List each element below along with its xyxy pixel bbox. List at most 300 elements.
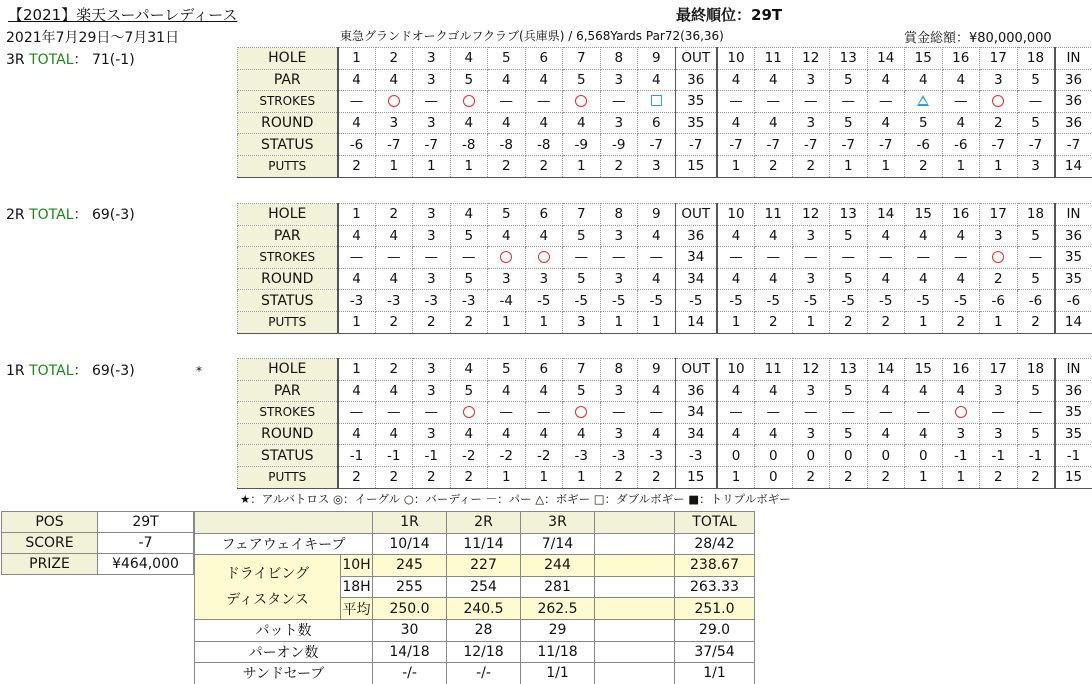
stat-cell: 29.0 xyxy=(675,619,755,641)
strokes-cell: — xyxy=(413,91,451,113)
score-mark-circle xyxy=(488,247,526,269)
fairway-label: フェアウェイキープ xyxy=(195,533,373,555)
par-cell: 3 xyxy=(600,380,638,402)
putts-cell: 1 xyxy=(488,311,526,333)
par-cell: 4 xyxy=(488,225,526,247)
status-cell: -7 xyxy=(1017,134,1055,156)
status-cell: -6 xyxy=(1017,290,1055,312)
strokes-row-label: STROKES xyxy=(238,402,338,424)
scorecard-row-par xyxy=(238,225,1092,247)
round-cell: 3 xyxy=(600,423,638,445)
course-info: 東急グランドオークゴルフクラブ(兵庫県) / 6,568Yards Par72(36,36) xyxy=(340,29,724,43)
par-cell: 5 xyxy=(1017,380,1055,402)
birdie-mark-icon xyxy=(955,406,967,418)
strokes-cell: — xyxy=(375,247,413,269)
status-cell: -5 xyxy=(675,290,717,312)
putts-cell: 1 xyxy=(717,155,755,177)
status-cell: -3 xyxy=(563,445,601,467)
putts-cell: 2 xyxy=(413,311,451,333)
score-mark-circle xyxy=(375,91,413,113)
hole-cell: IN xyxy=(1055,359,1092,381)
round-cell: 3 xyxy=(488,268,526,290)
round-row-label: ROUND xyxy=(238,268,338,290)
strokes-cell: — xyxy=(375,402,413,424)
round-cell: 3 xyxy=(792,423,830,445)
stat-cell xyxy=(595,576,675,598)
round-score: 69(-3) xyxy=(91,363,135,379)
scorecard-1r xyxy=(237,358,1092,489)
status-cell: -6 xyxy=(980,290,1018,312)
status-cell: -5 xyxy=(717,290,755,312)
round-cell: 2 xyxy=(980,268,1018,290)
scorecard-row-status xyxy=(238,290,1092,312)
status-cell: -5 xyxy=(792,290,830,312)
stats-header-4r xyxy=(595,512,675,534)
round-cell: 3 xyxy=(792,268,830,290)
round-cell: 5 xyxy=(830,423,868,445)
round-3-total: 3R TOTAL： 71(-1) xyxy=(6,52,135,68)
putts-cell: 1 xyxy=(980,155,1018,177)
birdie-mark-icon xyxy=(463,95,475,107)
putts-cell: 2 xyxy=(905,155,943,177)
par-cell: 3 xyxy=(792,69,830,91)
round-cell: 4 xyxy=(942,268,980,290)
round-cell: 35 xyxy=(1055,268,1092,290)
scorecard-row-par xyxy=(238,69,1092,91)
sand-save-label: サンドセーブ xyxy=(195,663,373,684)
status-cell: -1 xyxy=(1017,445,1055,467)
stat-cell: 28/42 xyxy=(675,533,755,555)
stats-header-blank xyxy=(195,512,373,534)
par-cell: 4 xyxy=(525,69,563,91)
putts-cell: 1 xyxy=(600,311,638,333)
strokes-cell: — xyxy=(488,91,526,113)
stat-cell: 240.5 xyxy=(447,598,521,620)
par-cell: 4 xyxy=(717,225,755,247)
par-cell: 5 xyxy=(830,225,868,247)
putts-cell: 1 xyxy=(867,155,905,177)
hole-cell: 8 xyxy=(600,48,638,70)
putts-cell: 1 xyxy=(338,311,376,333)
par-cell: 4 xyxy=(755,380,793,402)
status-cell: -5 xyxy=(638,290,676,312)
putts-cell: 2 xyxy=(830,311,868,333)
strokes-cell: — xyxy=(830,91,868,113)
hole-cell: 17 xyxy=(980,48,1018,70)
putts-cell: 2 xyxy=(638,466,676,488)
hole-cell: 5 xyxy=(488,204,526,226)
hole-cell: 18 xyxy=(1017,48,1055,70)
status-cell: -5 xyxy=(867,290,905,312)
par-cell: 36 xyxy=(675,225,717,247)
tournament-title: 【2021】楽天スーパーレディース xyxy=(8,6,238,24)
status-cell: -6 xyxy=(942,134,980,156)
status-cell: -6 xyxy=(905,134,943,156)
avg-label: 平均 xyxy=(341,598,373,620)
bogey-mark-icon xyxy=(917,95,929,106)
status-cell: -6 xyxy=(338,134,376,156)
stat-cell: 30 xyxy=(373,619,447,641)
round-cell: 35 xyxy=(675,112,717,134)
putts-cell: 2 xyxy=(1017,311,1055,333)
round-cell: 35 xyxy=(1055,423,1092,445)
score-mark-triangle xyxy=(905,91,943,113)
par-cell: 5 xyxy=(563,225,601,247)
par-cell: 4 xyxy=(638,69,676,91)
par-cell: 5 xyxy=(450,225,488,247)
hole-cell: 8 xyxy=(600,359,638,381)
hole-cell: 5 xyxy=(488,359,526,381)
scorecard-row-status xyxy=(238,445,1092,467)
round-cell: 3 xyxy=(413,268,451,290)
par-row-label: PAR xyxy=(238,380,338,402)
scorecard-2r xyxy=(237,203,1092,334)
total-label: TOTAL xyxy=(29,52,74,68)
round-cell: 4 xyxy=(867,112,905,134)
score-mark-circle xyxy=(563,91,601,113)
strokes-cell: — xyxy=(942,247,980,269)
status-cell: -7 xyxy=(413,134,451,156)
status-row-label: STATUS xyxy=(238,445,338,467)
strokes-cell: — xyxy=(717,247,755,269)
hole-cell: 16 xyxy=(942,204,980,226)
putts-cell: 15 xyxy=(675,466,717,488)
status-cell: -5 xyxy=(755,290,793,312)
putts-cell: 1 xyxy=(525,311,563,333)
status-cell: -2 xyxy=(488,445,526,467)
hole-cell: 14 xyxy=(867,48,905,70)
hole-cell: 12 xyxy=(792,359,830,381)
par-cell: 5 xyxy=(1017,225,1055,247)
hole-cell: 13 xyxy=(830,359,868,381)
stat-cell xyxy=(595,663,675,684)
stat-cell xyxy=(595,555,675,577)
strokes-cell: — xyxy=(600,91,638,113)
status-cell: -8 xyxy=(525,134,563,156)
par-cell: 4 xyxy=(867,380,905,402)
round-cell: 4 xyxy=(450,112,488,134)
par-cell: 5 xyxy=(450,69,488,91)
putts-cell: 1 xyxy=(375,155,413,177)
scorecard-row-putts xyxy=(238,311,1092,333)
par-cell: 4 xyxy=(525,225,563,247)
hole-cell: 2 xyxy=(375,48,413,70)
par-cell: 4 xyxy=(338,69,376,91)
strokes-cell: — xyxy=(1017,247,1055,269)
round-cell: 5 xyxy=(1017,112,1055,134)
status-cell: -7 xyxy=(980,134,1018,156)
birdie-mark-icon xyxy=(538,251,550,263)
driving-label-line1: ドライビング xyxy=(225,566,310,583)
stat-cell xyxy=(595,598,675,620)
round-cell: 4 xyxy=(638,268,676,290)
strokes-cell: — xyxy=(1017,91,1055,113)
strokes-cell: — xyxy=(638,247,676,269)
status-cell: -3 xyxy=(638,445,676,467)
hole-cell: 12 xyxy=(792,48,830,70)
scorecard-row-putts xyxy=(238,466,1092,488)
status-cell: -8 xyxy=(450,134,488,156)
round-2-total: 2R TOTAL： 69(-3) xyxy=(6,207,135,223)
par-cell: 3 xyxy=(792,225,830,247)
hole-cell: 3 xyxy=(413,204,451,226)
putts-label: パット数 xyxy=(195,619,373,641)
par-cell: 3 xyxy=(600,69,638,91)
stats-header-total: TOTAL xyxy=(675,512,755,534)
strokes-cell: — xyxy=(338,247,376,269)
round-score: 69(-3) xyxy=(91,207,135,223)
par-cell: 3 xyxy=(980,225,1018,247)
stat-cell: 244 xyxy=(521,555,595,577)
hole-cell: 14 xyxy=(867,359,905,381)
putts-cell: 2 xyxy=(830,466,868,488)
hole-row-label: HOLE xyxy=(238,359,338,381)
putts-cell: 2 xyxy=(338,155,376,177)
strokes-cell: 35 xyxy=(1055,247,1092,269)
hole-cell: 4 xyxy=(450,359,488,381)
stat-cell: 250.0 xyxy=(373,598,447,620)
hole-cell: 9 xyxy=(638,48,676,70)
h18-label: 18H xyxy=(341,576,373,598)
status-cell: -2 xyxy=(525,445,563,467)
hole-cell: 2 xyxy=(375,204,413,226)
putts-cell: 3 xyxy=(638,155,676,177)
round-cell: 4 xyxy=(338,268,376,290)
hole-cell: 16 xyxy=(942,48,980,70)
scorecard-row-round xyxy=(238,268,1092,290)
par-cell: 3 xyxy=(413,69,451,91)
strokes-cell: — xyxy=(942,91,980,113)
status-cell: -4 xyxy=(488,290,526,312)
scorecard-row-putts xyxy=(238,155,1092,177)
strokes-cell: — xyxy=(867,91,905,113)
par-cell: 4 xyxy=(717,69,755,91)
strokes-row-label: STROKES xyxy=(238,91,338,113)
score-row xyxy=(2,533,194,554)
par-cell: 4 xyxy=(755,69,793,91)
round-cell: 5 xyxy=(830,112,868,134)
putts-cell: 2 xyxy=(450,466,488,488)
par-cell: 36 xyxy=(1055,380,1092,402)
hole-cell: 17 xyxy=(980,359,1018,381)
hole-cell: 4 xyxy=(450,204,488,226)
strokes-cell: — xyxy=(450,247,488,269)
round-1-total: 1R TOTAL： 69(-3) xyxy=(6,363,135,379)
strokes-cell: — xyxy=(905,402,943,424)
score-mark-circle xyxy=(450,402,488,424)
hole-row-label: HOLE xyxy=(238,48,338,70)
strokes-cell: — xyxy=(980,402,1018,424)
stat-cell: -/- xyxy=(373,663,447,684)
putts-cell: 1 xyxy=(717,466,755,488)
score-label: SCORE xyxy=(2,533,98,554)
stat-cell: 1/1 xyxy=(521,663,595,684)
strokes-cell: — xyxy=(717,91,755,113)
round-cell: 5 xyxy=(450,268,488,290)
putts-cell: 2 xyxy=(525,155,563,177)
hole-cell: 7 xyxy=(563,359,601,381)
par-cell: 4 xyxy=(867,225,905,247)
status-cell: 0 xyxy=(717,445,755,467)
hole-cell: 6 xyxy=(525,204,563,226)
hole-cell: 11 xyxy=(755,48,793,70)
par-cell: 4 xyxy=(942,69,980,91)
strokes-cell: — xyxy=(600,402,638,424)
hole-row-label: HOLE xyxy=(238,204,338,226)
scorecard-row-strokes xyxy=(238,247,1092,269)
strokes-cell: — xyxy=(338,91,376,113)
hole-cell: 17 xyxy=(980,204,1018,226)
hole-cell: 8 xyxy=(600,204,638,226)
scorecard-row-hole xyxy=(238,359,1092,381)
strokes-cell: — xyxy=(338,402,376,424)
round-cell: 4 xyxy=(867,423,905,445)
strokes-cell: — xyxy=(792,402,830,424)
status-cell: -7 xyxy=(755,134,793,156)
hole-cell: 2 xyxy=(375,359,413,381)
putts-cell: 2 xyxy=(867,466,905,488)
strokes-cell: — xyxy=(525,91,563,113)
scorecard-row-round xyxy=(238,423,1092,445)
putts-cell: 14 xyxy=(1055,155,1092,177)
round-label: 1R xyxy=(6,363,25,379)
round-cell: 4 xyxy=(525,423,563,445)
scorecard-row-strokes xyxy=(238,91,1092,113)
hole-cell: 1 xyxy=(338,359,376,381)
hole-cell: 10 xyxy=(717,359,755,381)
scorecard-row-hole xyxy=(238,204,1092,226)
hole-cell: 12 xyxy=(792,204,830,226)
stats-table xyxy=(194,511,755,684)
putts-cell: 2 xyxy=(1017,466,1055,488)
strokes-cell: — xyxy=(638,402,676,424)
status-cell: -1 xyxy=(1055,445,1092,467)
round-cell: 4 xyxy=(755,112,793,134)
par-cell: 4 xyxy=(338,380,376,402)
strokes-cell: — xyxy=(413,247,451,269)
strokes-cell: 36 xyxy=(1055,91,1092,113)
status-cell: -7 xyxy=(867,134,905,156)
status-cell: -3 xyxy=(338,290,376,312)
par-cell: 4 xyxy=(488,69,526,91)
hole-cell: 15 xyxy=(905,48,943,70)
par-row-label: PAR xyxy=(238,69,338,91)
total-label: TOTAL xyxy=(29,363,74,379)
round-cell: 5 xyxy=(830,268,868,290)
strokes-cell: 34 xyxy=(675,247,717,269)
strokes-cell: — xyxy=(830,402,868,424)
score-mark-circle xyxy=(563,402,601,424)
par-cell: 36 xyxy=(675,380,717,402)
stat-cell: 7/14 xyxy=(521,533,595,555)
stat-cell: 37/54 xyxy=(675,641,755,663)
scorecard-row-round xyxy=(238,112,1092,134)
birdie-mark-icon xyxy=(992,251,1004,263)
hole-cell: 9 xyxy=(638,204,676,226)
par-cell: 4 xyxy=(338,225,376,247)
stat-cell: 10/14 xyxy=(373,533,447,555)
status-cell: -1 xyxy=(980,445,1018,467)
putts-cell: 1 xyxy=(638,311,676,333)
strokes-cell: — xyxy=(867,247,905,269)
status-cell: -1 xyxy=(338,445,376,467)
round-cell: 4 xyxy=(375,423,413,445)
putts-cell: 3 xyxy=(563,311,601,333)
par-cell: 36 xyxy=(1055,225,1092,247)
strokes-cell: — xyxy=(755,247,793,269)
strokes-cell: — xyxy=(525,402,563,424)
hole-cell: 13 xyxy=(830,204,868,226)
driving-distance-label xyxy=(195,555,341,620)
total-label: TOTAL xyxy=(29,207,74,223)
putts-cell: 2 xyxy=(450,311,488,333)
hole-cell: 1 xyxy=(338,204,376,226)
par-cell: 4 xyxy=(905,69,943,91)
prize-value: ¥464,000 xyxy=(98,554,194,575)
score-mark-circle xyxy=(980,247,1018,269)
status-cell: -7 xyxy=(1055,134,1092,156)
round-cell: 4 xyxy=(450,423,488,445)
round-cell: 5 xyxy=(1017,423,1055,445)
status-cell: -3 xyxy=(450,290,488,312)
putts-cell: 2 xyxy=(600,466,638,488)
hole-cell: 15 xyxy=(905,359,943,381)
stat-cell: 251.0 xyxy=(675,598,755,620)
pos-value: 29T xyxy=(98,512,194,533)
par-cell: 4 xyxy=(905,225,943,247)
round-cell: 4 xyxy=(488,423,526,445)
round-cell: 4 xyxy=(563,112,601,134)
birdie-mark-icon xyxy=(575,406,587,418)
round-cell: 4 xyxy=(755,268,793,290)
prize-label: PRIZE xyxy=(2,554,98,575)
strokes-cell: — xyxy=(563,247,601,269)
par-cell: 36 xyxy=(1055,69,1092,91)
status-cell: -7 xyxy=(638,134,676,156)
stats-header-3r: 3R xyxy=(521,512,595,534)
status-cell: -5 xyxy=(942,290,980,312)
round-cell: 4 xyxy=(638,423,676,445)
h10-label: 10H xyxy=(341,555,373,577)
par-cell: 4 xyxy=(638,380,676,402)
hole-cell: 3 xyxy=(413,359,451,381)
putts-cell: 2 xyxy=(867,311,905,333)
putts-cell: 1 xyxy=(942,155,980,177)
status-cell: -3 xyxy=(375,290,413,312)
score-legend: ★：アルバトロス ◎：イーグル ○：バーディー －：パー △：ボギー □：ダブルボギー ■：トリプルボギー xyxy=(240,492,791,506)
strokes-cell: 34 xyxy=(675,402,717,424)
status-cell: -1 xyxy=(375,445,413,467)
par-cell: 36 xyxy=(675,69,717,91)
putts-cell: 14 xyxy=(675,311,717,333)
round-cell: 5 xyxy=(905,112,943,134)
putts-cell: 1 xyxy=(905,466,943,488)
stat-cell: 263.33 xyxy=(675,576,755,598)
hole-cell: 7 xyxy=(563,204,601,226)
putts-cell: 3 xyxy=(1017,155,1055,177)
strokes-cell: 35 xyxy=(675,91,717,113)
stat-cell: 1/1 xyxy=(675,663,755,684)
round-cell: 4 xyxy=(942,112,980,134)
round-cell: 3 xyxy=(980,423,1018,445)
round-cell: 4 xyxy=(375,268,413,290)
status-cell: -3 xyxy=(413,290,451,312)
strokes-cell: — xyxy=(600,247,638,269)
par-cell: 4 xyxy=(905,380,943,402)
scorecard-row-status xyxy=(238,134,1092,156)
status-cell: -7 xyxy=(830,134,868,156)
putts-cell: 1 xyxy=(450,155,488,177)
